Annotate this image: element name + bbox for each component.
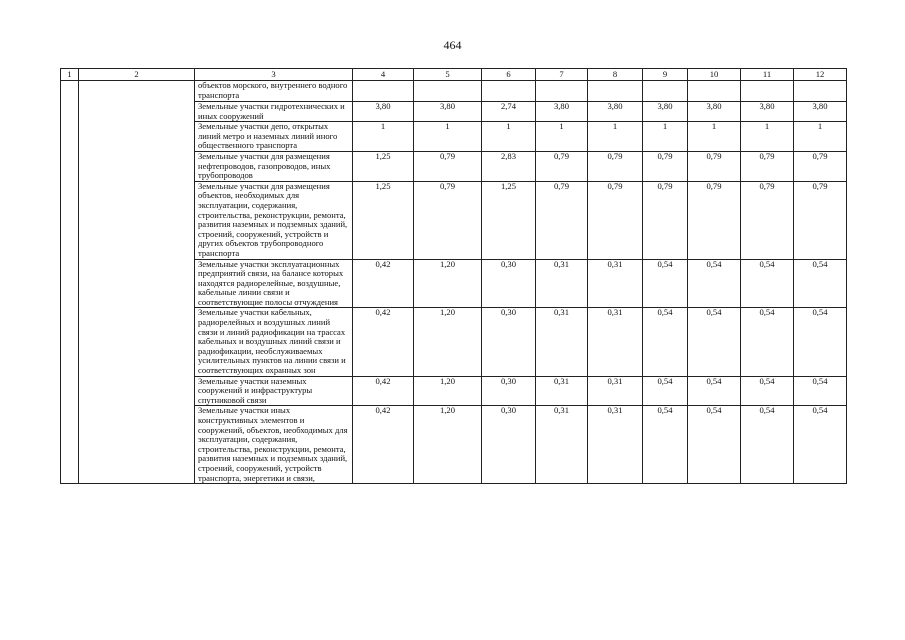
value-cell xyxy=(794,81,847,102)
rates-table xyxy=(60,68,847,484)
value-cell: 1 xyxy=(353,122,414,152)
value-cell: 3,80 xyxy=(353,102,414,122)
value-cell: 0,54 xyxy=(794,308,847,376)
value-cell: 1 xyxy=(414,122,482,152)
value-cell: 0,54 xyxy=(741,376,794,406)
value-cell: 0,54 xyxy=(794,376,847,406)
value-cell: 0,31 xyxy=(588,406,643,484)
header-cell: 2 xyxy=(79,69,195,81)
value-cell: 0,54 xyxy=(643,406,688,484)
value-cell: 0,31 xyxy=(588,308,643,376)
value-cell: 1 xyxy=(643,122,688,152)
value-cell: 1 xyxy=(794,122,847,152)
value-cell: 3,80 xyxy=(794,102,847,122)
value-cell: 0,79 xyxy=(643,151,688,181)
row-description: Земельные участки иных конструктивных элементов и сооружений, объектов, необходимых для эксплуатации, содержания, строительства, реконструкции, ремонта, развития наземных и подземных зданий, строений, сооружений, устройств транспорта, энергетики и связи, xyxy=(195,406,353,484)
value-cell: 1 xyxy=(688,122,741,152)
value-cell: 1,20 xyxy=(414,259,482,308)
value-cell: 0,79 xyxy=(588,181,643,259)
value-cell: 1 xyxy=(536,122,588,152)
value-cell: 0,54 xyxy=(794,406,847,484)
value-cell xyxy=(353,81,414,102)
value-cell xyxy=(643,81,688,102)
row-description: Земельные участки депо, открытых линий метро и наземных линий иного общественного транспорта xyxy=(195,122,353,152)
value-cell xyxy=(482,81,536,102)
value-cell: 1,20 xyxy=(414,308,482,376)
value-cell: 3,80 xyxy=(741,102,794,122)
value-cell: 3,80 xyxy=(414,102,482,122)
value-cell: 1,25 xyxy=(353,181,414,259)
value-cell: 0,54 xyxy=(741,259,794,308)
value-cell: 0,30 xyxy=(482,308,536,376)
value-cell: 3,80 xyxy=(643,102,688,122)
header-cell: 7 xyxy=(536,69,588,81)
value-cell: 0,54 xyxy=(741,406,794,484)
value-cell: 3,80 xyxy=(536,102,588,122)
header-cell: 4 xyxy=(353,69,414,81)
table-row xyxy=(61,81,847,102)
value-cell: 0,30 xyxy=(482,259,536,308)
row-description: Земельные участки для размещения объектов, необходимых для эксплуатации, содержания, строительства, реконструкции, ремонта, развития наземных и подземных зданий, строений, сооружений, устройств и других объектов трубопроводного транспорта xyxy=(195,181,353,259)
value-cell: 0,54 xyxy=(643,308,688,376)
value-cell: 0,54 xyxy=(643,259,688,308)
value-cell: 1 xyxy=(482,122,536,152)
value-cell xyxy=(536,81,588,102)
header-cell: 12 xyxy=(794,69,847,81)
value-cell: 1,25 xyxy=(482,181,536,259)
header-row xyxy=(61,69,847,81)
value-cell: 0,79 xyxy=(414,181,482,259)
value-cell: 3,80 xyxy=(688,102,741,122)
value-cell: 0,31 xyxy=(536,308,588,376)
row-description: объектов морского, внутреннего водного транспорта xyxy=(195,81,353,102)
header-cell: 11 xyxy=(741,69,794,81)
value-cell: 0,54 xyxy=(688,259,741,308)
value-cell: 0,54 xyxy=(741,308,794,376)
row-description: Земельные участки наземных сооружений и инфраструктуры спутниковой связи xyxy=(195,376,353,406)
header-cell: 10 xyxy=(688,69,741,81)
value-cell: 0,31 xyxy=(536,376,588,406)
header-cell: 9 xyxy=(643,69,688,81)
value-cell: 1 xyxy=(741,122,794,152)
value-cell: 0,54 xyxy=(688,406,741,484)
col-2-cell xyxy=(79,81,195,484)
value-cell: 0,79 xyxy=(688,151,741,181)
value-cell: 1 xyxy=(588,122,643,152)
value-cell: 1,20 xyxy=(414,406,482,484)
value-cell: 3,80 xyxy=(588,102,643,122)
value-cell xyxy=(588,81,643,102)
value-cell: 0,30 xyxy=(482,376,536,406)
value-cell: 0,42 xyxy=(353,376,414,406)
row-description: Земельные участки гидротехнических и иных сооружений xyxy=(195,102,353,122)
value-cell: 0,31 xyxy=(588,259,643,308)
value-cell: 0,31 xyxy=(588,376,643,406)
header-cell: 5 xyxy=(414,69,482,81)
value-cell: 0,42 xyxy=(353,308,414,376)
value-cell: 0,30 xyxy=(482,406,536,484)
value-cell xyxy=(741,81,794,102)
col-1-cell xyxy=(61,81,79,484)
value-cell: 0,79 xyxy=(794,181,847,259)
value-cell: 0,42 xyxy=(353,259,414,308)
value-cell: 2,74 xyxy=(482,102,536,122)
page-number: 464 xyxy=(443,38,462,52)
header-cell: 8 xyxy=(588,69,643,81)
value-cell: 0,79 xyxy=(741,181,794,259)
value-cell: 0,54 xyxy=(688,376,741,406)
header-cell: 6 xyxy=(482,69,536,81)
value-cell xyxy=(688,81,741,102)
value-cell: 0,79 xyxy=(414,151,482,181)
row-description: Земельные участки эксплуатационных предприятий связи, на балансе которых находятся радиорелейные, воздушные, кабельные линии связи и соответствующие полосы отчуждения xyxy=(195,259,353,308)
value-cell: 0,31 xyxy=(536,406,588,484)
value-cell: 0,79 xyxy=(588,151,643,181)
value-cell: 1,25 xyxy=(353,151,414,181)
value-cell: 0,79 xyxy=(643,181,688,259)
value-cell: 0,79 xyxy=(794,151,847,181)
value-cell: 2,83 xyxy=(482,151,536,181)
row-description: Земельные участки кабельных, радиорелейных и воздушных линий связи и линий радиофикации на трассах кабельных и воздушных линий связи и радиофикации, необслуживаемых усилительных пунктов на линии связи и соответствующих охранных зон xyxy=(195,308,353,376)
value-cell: 0,31 xyxy=(536,259,588,308)
value-cell: 0,54 xyxy=(794,259,847,308)
value-cell: 0,54 xyxy=(688,308,741,376)
value-cell: 1,20 xyxy=(414,376,482,406)
value-cell: 0,79 xyxy=(688,181,741,259)
header-cell: 3 xyxy=(195,69,353,81)
row-description: Земельные участки для размещения нефтепроводов, газопроводов, иных трубопроводов xyxy=(195,151,353,181)
value-cell xyxy=(414,81,482,102)
value-cell: 0,42 xyxy=(353,406,414,484)
value-cell: 0,79 xyxy=(536,151,588,181)
header-cell: 1 xyxy=(61,69,79,81)
value-cell: 0,54 xyxy=(643,376,688,406)
value-cell: 0,79 xyxy=(536,181,588,259)
value-cell: 0,79 xyxy=(741,151,794,181)
